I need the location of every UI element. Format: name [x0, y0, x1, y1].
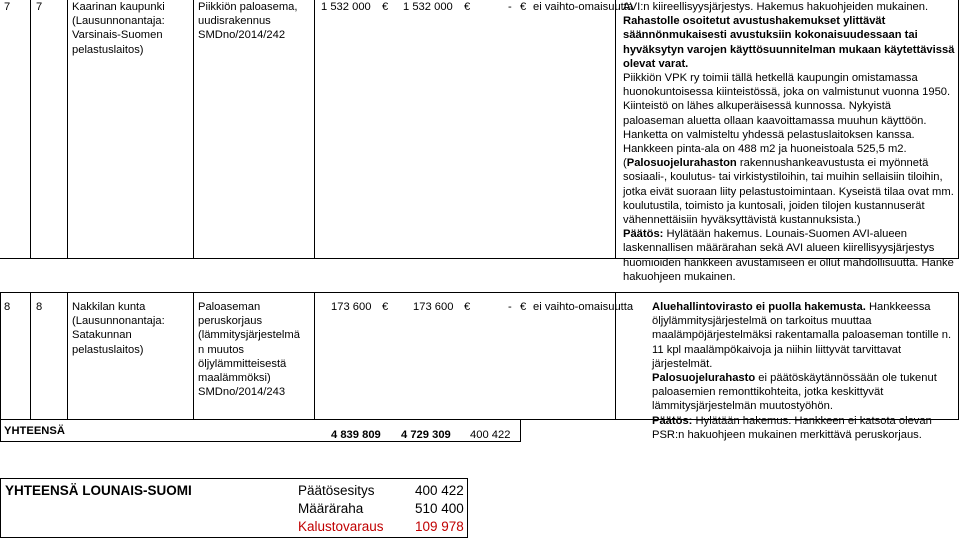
decision-label: Päätös: [652, 414, 693, 427]
bold-term: Palosuojelurahasto [652, 372, 756, 385]
row-no-secondary: 8 [36, 301, 43, 313]
applicant-cell [72, 300, 190, 357]
euro-sign: € [464, 1, 471, 13]
total-applied: 4 839 809 [331, 429, 381, 441]
project-line: maalämmöksi) [198, 372, 271, 385]
accepted-amount: 173 600 [413, 301, 454, 313]
description-text-bold: Rahastolle osoitetut avustushakemukset ylittävät säännönmukaisesti avustuksiin kokonaisuudessaan tai hyväksytyn varojen käyttösuunnitelman mukaan käytettävissä olevat varat. [623, 15, 955, 70]
project-line: Piikkiön paloasema, [198, 1, 298, 13]
applicant-line: (Lausunnonantaja: [72, 315, 165, 328]
description-text: (Palosuojelurahaston rakennushankeavustusta ei myönnetä sosiaali-, koulutus- tai virkistystiloihin, tai muihin sellaisiin tiloihin, jotka eivät suoraan liity pelastustoimintaan. Kyseistä tilaa ovat mm. koulutustila, toimisto ja kuntosali, joiden tilojen kustannuserät vähennettäisiin hyväksyttävistä kustannuksista.) [623, 157, 954, 227]
decision-description [623, 0, 955, 284]
project-line: SMDno/2014/243 [198, 386, 286, 399]
project-line: peruskorjaus [198, 315, 263, 328]
applicant-line: pelastuslaitos) [72, 343, 144, 356]
total-granted: 400 422 [470, 429, 511, 441]
row-no-secondary: 7 [36, 1, 43, 13]
summary-label-reserve: Kalustovaraus [298, 519, 384, 534]
euro-sign: € [520, 1, 527, 13]
project-line: SMDno/2014/242 [198, 29, 286, 42]
euro-sign: € [464, 301, 471, 313]
project-line: uudisrakennus [198, 15, 271, 28]
description-text-rest: Hylätään hakemus. Lounais-Suomen AVI-alueen laskennallisen määrärahan sekä AVI alueen kiirellisyysjärjestys huomioiden hankkeen avustamiseen ei ollut mahdollisuutta. Hanke hakuohjeen mukainen. [623, 228, 954, 283]
project-line: Paloaseman [198, 301, 261, 313]
description-text [652, 371, 956, 414]
summary-value-reserve: 109 978 [415, 519, 464, 534]
summary-label: Päätösesitys [298, 483, 375, 498]
project-cell [198, 300, 312, 399]
project-cell [198, 0, 312, 43]
project-line: öljylämmitteisestä [198, 357, 287, 370]
description-text [652, 300, 956, 371]
description-text [652, 414, 956, 442]
applicant-line: Kaarinan kaupunki [72, 1, 165, 13]
summary-value: 400 422 [415, 483, 464, 498]
summary-label: Määräraha [298, 501, 364, 516]
row-no: 8 [4, 301, 11, 313]
description-text-rest: Hankkeessa öljylämmitysjärjestelmä on tarkoitus muuttaa maalämpöjärjestelmäksi rakentamalla paloaseman tontille n. 11 kpl maalämpökaivoja ja niihin liittyvät tarvittavat järjestelmät. [652, 301, 952, 370]
applied-amount: 173 600 [331, 301, 372, 313]
summary-value: 510 400 [415, 501, 464, 516]
euro-sign: € [382, 1, 389, 13]
asset-note: ei vaihto-omaisuutta [533, 1, 634, 13]
description-text-rest: Hylätään hakemus. Hankkeen ei katsota olevan PSR:n hakuohjeen mukainen merkittävä peruskorjaus. [652, 414, 932, 441]
description-text: AVI:n kiireellisyysjärjestys. Hakemus hakuohjeiden mukainen. [623, 1, 929, 13]
applicant-cell [72, 0, 190, 57]
bold-term: Palosuojelurahaston [626, 157, 737, 170]
total-label: YHTEENSÄ [4, 425, 65, 437]
summary-title: YHTEENSÄ LOUNAIS-SUOMI [5, 483, 192, 498]
total-accepted: 4 729 309 [401, 429, 451, 441]
description-text-rest: rakennushankeavustusta ei myönnetä sosiaali-, koulutus- tai virkistystiloihin, tai muihin sellaisiin tiloihin, jotka eivät suoraan liity pelastustoimintaan. Kyseistä tilaa ovat mm. koulutustila, toimisto ja kuntosali, joiden tilojen kustannuserät vähennettäisiin hyväksyttävistä kustannuksista.) [623, 157, 954, 227]
applicant-line: Satakunnan [72, 329, 132, 342]
description-text: Piikkiön VPK ry toimii tällä hetkellä kaupungin omistamassa huonokuntoisessa kiinteistössä, joka on valmistunut vuonna 1950. Kiinteistö on lähes alkuperäisessä kunnossa. Nykyistä paloaseman aluetta ollaan kaavoittamassa muuhun käyttöön. Hanketta on valmisteltu yhdessä pelastuslaitoksen kanssa. Hankkeen pinta-ala on 488 m2 ja huoneistoala 525,5 m2. [623, 72, 951, 156]
decision-label: Päätös: [623, 228, 664, 241]
project-line: (lämmitysjärjestelmä [198, 329, 300, 342]
granted-amount: - [508, 301, 512, 313]
bold-term: Aluehallintovirasto ei puolla hakemusta. [652, 301, 866, 313]
applied-amount: 1 532 000 [321, 1, 371, 13]
applicant-line: pelastuslaitos) [72, 43, 144, 56]
applicant-line: Nakkilan kunta [72, 301, 146, 313]
row-no: 7 [4, 1, 11, 13]
euro-sign: € [520, 301, 527, 313]
project-line: n muutos [198, 343, 245, 356]
applicant-line: (Lausunnonantaja: [72, 15, 165, 28]
euro-sign: € [382, 301, 389, 313]
applicant-line: Varsinais-Suomen [72, 29, 163, 42]
accepted-amount: 1 532 000 [403, 1, 453, 13]
granted-amount: - [508, 1, 512, 13]
description-text [623, 227, 955, 284]
description-text-rest: ei päätöskäytännössään ole tukenut paloasemien remonttikohteita, jotka keskittyvät lämmitysjärjestelmän muutostyöhön. [652, 372, 937, 413]
asset-note: ei vaihto-omaisuutta [533, 301, 634, 313]
decision-description [652, 300, 956, 442]
